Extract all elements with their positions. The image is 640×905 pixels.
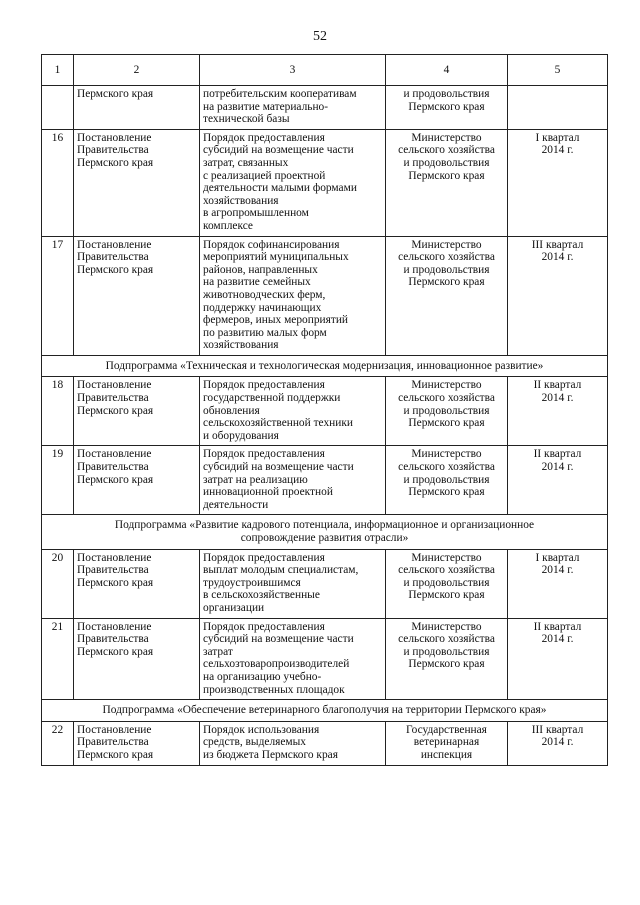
column-header: 5 bbox=[508, 55, 608, 86]
row-number bbox=[42, 86, 74, 130]
act-type: Постановление Правительства Пермского края bbox=[74, 129, 200, 236]
row-number: 20 bbox=[42, 549, 74, 618]
subprogram-row bbox=[42, 355, 608, 377]
column-header: 1 bbox=[42, 55, 74, 86]
act-type: Постановление Правительства Пермского края bbox=[74, 618, 200, 700]
table-row bbox=[42, 549, 608, 618]
executor: Министерство сельского хозяйства и продовольствия Пермского края bbox=[386, 129, 508, 236]
act-type: Постановление Правительства Пермского края bbox=[74, 236, 200, 355]
executor: Министерство сельского хозяйства и продовольствия Пермского края bbox=[386, 618, 508, 700]
table-row bbox=[42, 377, 608, 446]
act-type: Постановление Правительства Пермского края bbox=[74, 549, 200, 618]
row-number: 18 bbox=[42, 377, 74, 446]
act-title: Порядок использования средств, выделяемых из бюджета Пермского края bbox=[200, 721, 386, 765]
term: III квартал 2014 г. bbox=[508, 721, 608, 765]
term: II квартал 2014 г. bbox=[508, 618, 608, 700]
table-row bbox=[42, 86, 608, 130]
term: III квартал 2014 г. bbox=[508, 236, 608, 355]
act-title: Порядок предоставления субсидий на возмещение части затрат на реализацию инновационной проектной деятельности bbox=[200, 446, 386, 515]
act-title: Порядок предоставления субсидий на возмещение части затрат сельхозтоваропроизводителей на организацию учебно- производственных площадок bbox=[200, 618, 386, 700]
subprogram-title: Подпрограмма «Развитие кадрового потенциала, информационное и организационное сопровождение развития отрасли» bbox=[42, 515, 608, 549]
row-number: 19 bbox=[42, 446, 74, 515]
act-title: Порядок предоставления государственной поддержки обновления сельскохозяйственной техники и оборудования bbox=[200, 377, 386, 446]
act-title: Порядок софинансирования мероприятий муниципальных районов, направленных на развитие семейных животноводческих ферм, поддержку начинающих фермеров, иных мероприятий по развитию малых форм хозяйствования bbox=[200, 236, 386, 355]
table-row bbox=[42, 618, 608, 700]
row-number: 16 bbox=[42, 129, 74, 236]
row-number: 22 bbox=[42, 721, 74, 765]
term bbox=[508, 86, 608, 130]
act-type: Постановление Правительства Пермского края bbox=[74, 377, 200, 446]
term: I квартал 2014 г. bbox=[508, 549, 608, 618]
act-type: Постановление Правительства Пермского края bbox=[74, 446, 200, 515]
table-row bbox=[42, 129, 608, 236]
column-header: 3 bbox=[200, 55, 386, 86]
table-row bbox=[42, 446, 608, 515]
table-header-row bbox=[42, 55, 608, 86]
table-row bbox=[42, 721, 608, 765]
acts-table bbox=[41, 54, 608, 766]
act-title: Порядок предоставления выплат молодым специалистам, трудоустроившимся в сельскохозяйственные организации bbox=[200, 549, 386, 618]
term: II квартал 2014 г. bbox=[508, 446, 608, 515]
column-header: 2 bbox=[74, 55, 200, 86]
row-number: 21 bbox=[42, 618, 74, 700]
executor: Министерство сельского хозяйства и продовольствия Пермского края bbox=[386, 549, 508, 618]
term: II квартал 2014 г. bbox=[508, 377, 608, 446]
column-header: 4 bbox=[386, 55, 508, 86]
subprogram-title: Подпрограмма «Обеспечение ветеринарного благополучия на территории Пермского края» bbox=[42, 700, 608, 722]
table-row bbox=[42, 236, 608, 355]
row-number: 17 bbox=[42, 236, 74, 355]
subprogram-title: Подпрограмма «Техническая и технологическая модернизация, инновационное развитие» bbox=[42, 355, 608, 377]
subprogram-row bbox=[42, 700, 608, 722]
executor: Министерство сельского хозяйства и продовольствия Пермского края bbox=[386, 446, 508, 515]
subprogram-row bbox=[42, 515, 608, 549]
executor: Министерство сельского хозяйства и продовольствия Пермского края bbox=[386, 377, 508, 446]
executor: Министерство сельского хозяйства и продовольствия Пермского края bbox=[386, 236, 508, 355]
act-title: потребительским кооперативам на развитие материально- технической базы bbox=[200, 86, 386, 130]
executor: Государственная ветеринарная инспекция bbox=[386, 721, 508, 765]
executor: и продовольствия Пермского края bbox=[386, 86, 508, 130]
term: I квартал 2014 г. bbox=[508, 129, 608, 236]
act-type: Пермского края bbox=[74, 86, 200, 130]
act-type: Постановление Правительства Пермского края bbox=[74, 721, 200, 765]
page-number: 52 bbox=[313, 29, 327, 44]
act-title: Порядок предоставления субсидий на возмещение части затрат, связанных с реализацией проектной деятельности малыми формами хозяйствования в агропромышленном комплексе bbox=[200, 129, 386, 236]
